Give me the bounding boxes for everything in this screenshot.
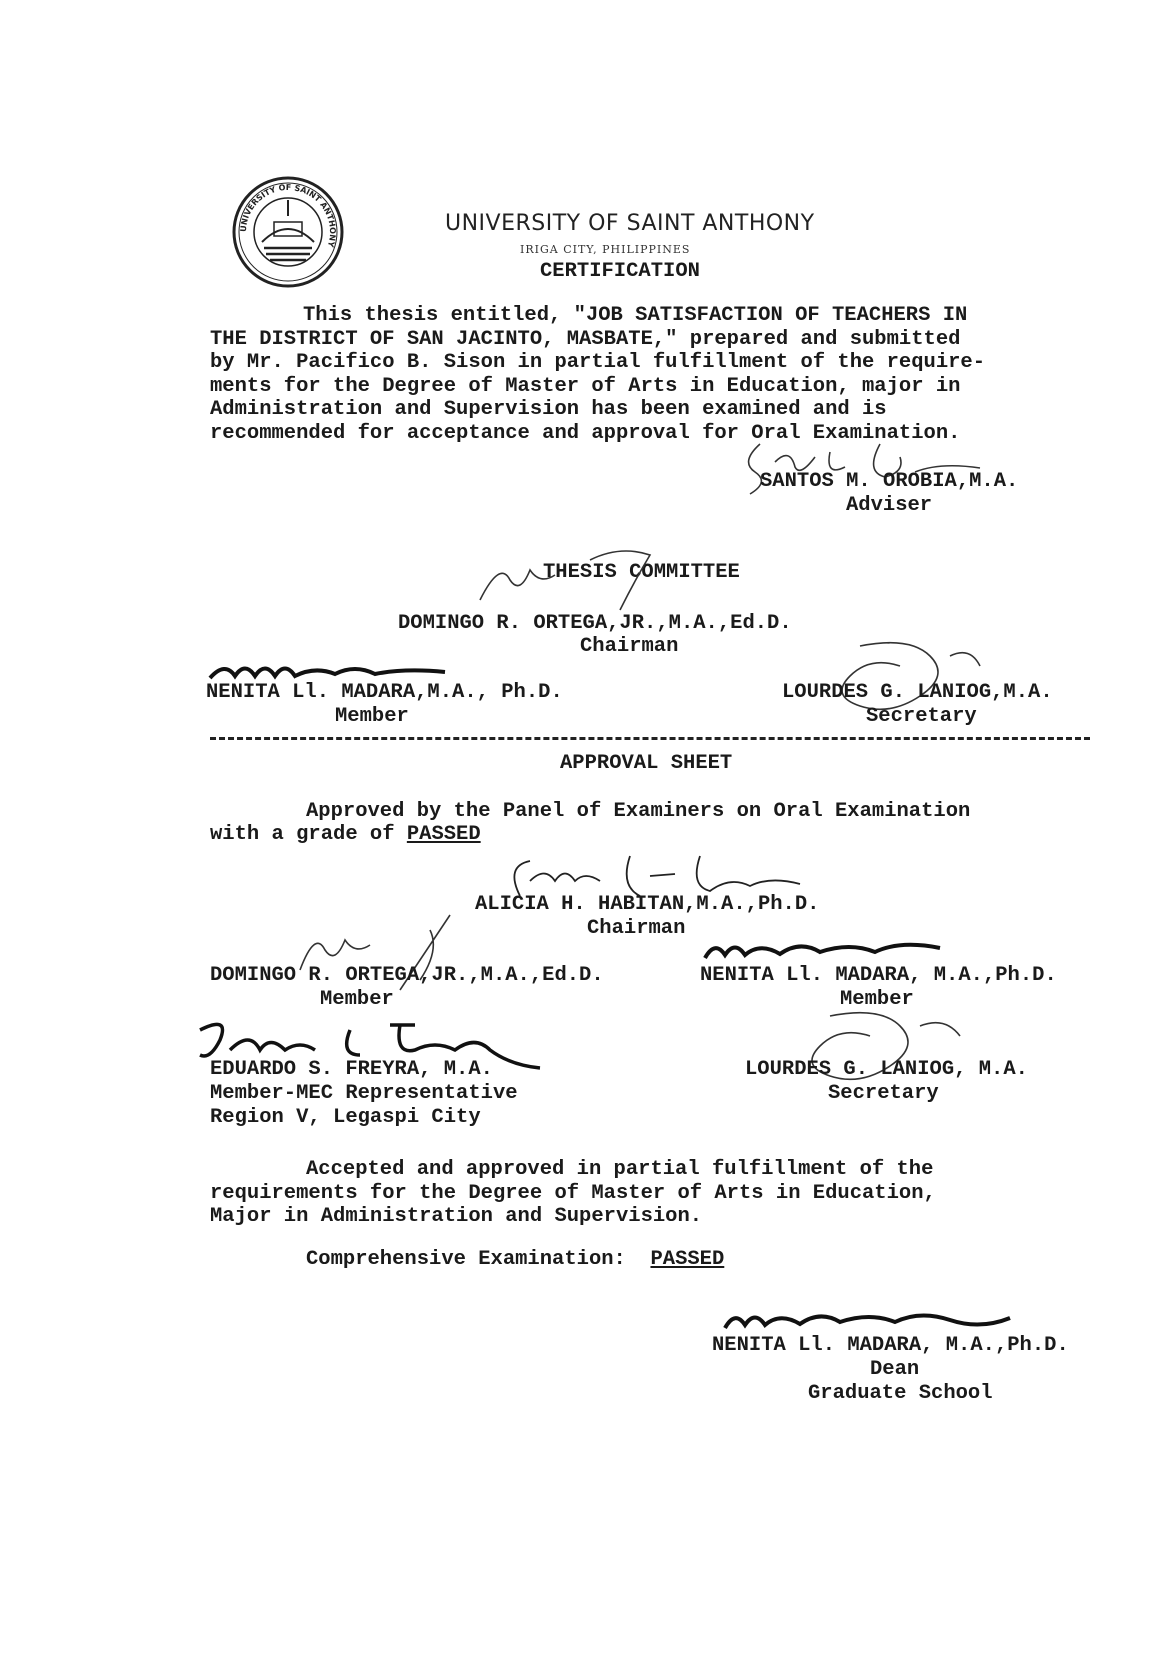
acceptance-line: requirements for the Degree of Master of Arts in Education, (210, 1181, 936, 1205)
university-name: UNIVERSITY OF SAINT ANTHONY (445, 211, 815, 236)
approval-member1-role: Member (320, 988, 394, 1011)
comprehensive-exam-result: PASSED (650, 1248, 725, 1271)
approval-grade-prefix: with a grade of (210, 823, 407, 846)
section-divider (210, 737, 1090, 740)
acceptance-line: Accepted and approved in partial fulfillment of the (306, 1158, 934, 1181)
certification-line: recommended for acceptance and approval for Oral Examination. (210, 421, 961, 445)
certification-line: Administration and Supervision has been examined and is (210, 398, 887, 421)
committee-secretary-name: LOURDES G. LANIOG,M.A. (782, 681, 1053, 704)
approval-line: Approved by the Panel of Examiners on Oral Examination (306, 800, 971, 823)
adviser-name: SANTOS M. OROBIA,M.A. (760, 470, 1019, 493)
university-location: IRIGA CITY, PHILIPPINES (520, 243, 691, 256)
dean-unit: Graduate School (808, 1382, 993, 1405)
approval-chairman-name: ALICIA H. HABITAN,M.A.,Ph.D. (475, 893, 820, 916)
dean-role: Dean (870, 1358, 920, 1381)
comprehensive-exam-label: Comprehensive Examination: (306, 1248, 651, 1271)
approval-chairman-role: Chairman (587, 917, 686, 940)
approval-representative-region: Region V, Legaspi City (210, 1106, 481, 1129)
certification-line: This thesis entitled, "JOB SATISFACTION OF TEACHERS IN (303, 304, 968, 327)
comprehensive-exam-line (306, 1248, 724, 1271)
thesis-committee-heading: THESIS COMMITTEE (543, 561, 740, 584)
seal-text: UNIVERSITY OF SAINT ANTHONY (238, 182, 338, 249)
certification-line: THE DISTRICT OF SAN JACINTO, MASBATE," prepared and submitted (210, 327, 961, 351)
university-seal-icon (232, 176, 344, 288)
certification-paragraph (210, 304, 985, 445)
approval-grade-value: PASSED (406, 823, 481, 846)
approval-member2-role: Member (840, 988, 914, 1011)
approval-member2-name: NENITA Ll. MADARA, M.A.,Ph.D. (700, 964, 1057, 987)
approval-grade-line (210, 823, 481, 846)
approval-secretary-role: Secretary (828, 1082, 939, 1105)
approval-member1-name: DOMINGO R. ORTEGA,JR.,M.A.,Ed.D. (210, 964, 604, 987)
acceptance-paragraph (210, 1158, 936, 1229)
certification-line: by Mr. Pacifico B. Sison in partial fulfillment of the require- (210, 351, 986, 374)
committee-chairman-name: DOMINGO R. ORTEGA,JR.,M.A.,Ed.D. (398, 612, 792, 635)
committee-chairman-signature-icon (470, 540, 710, 620)
approval-representative-role: Member-MEC Representative (210, 1082, 518, 1105)
certification-heading: CERTIFICATION (540, 260, 700, 283)
approval-secretary-name: LOURDES G. LANIOG, M.A. (745, 1058, 1028, 1081)
committee-secretary-role: Secretary (866, 705, 977, 728)
approval-representative-name: EDUARDO S. FREYRA, M.A. (210, 1058, 493, 1081)
certification-line: ments for the Degree of Master of Arts in Education, major in (210, 374, 961, 398)
committee-chairman-role: Chairman (580, 635, 679, 658)
acceptance-line: Major in Administration and Supervision. (210, 1205, 703, 1228)
dean-name: NENITA Ll. MADARA, M.A.,Ph.D. (712, 1334, 1069, 1357)
adviser-role: Adviser (846, 494, 933, 517)
approval-sheet-heading: APPROVAL SHEET (560, 752, 733, 775)
committee-member-name: NENITA Ll. MADARA,M.A., Ph.D. (206, 681, 563, 704)
committee-member-role: Member (335, 705, 409, 728)
